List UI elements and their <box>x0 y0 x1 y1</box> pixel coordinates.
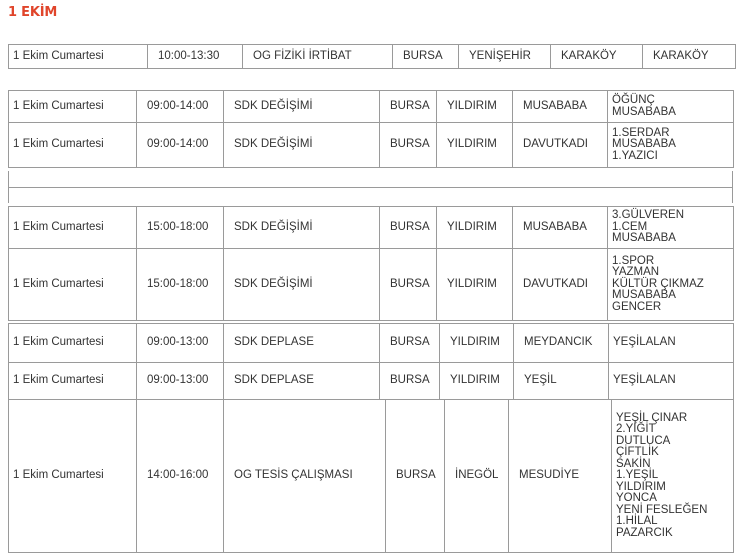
area-name: ÇİFTLİK <box>616 446 659 459</box>
work-type-cell: OG TESİS ÇALIŞMASI <box>224 400 386 553</box>
affected-areas-cell <box>608 91 734 123</box>
date-cell: 1 Ekim Cumartesi <box>9 249 137 321</box>
table-row <box>9 324 734 363</box>
table-body <box>9 91 734 168</box>
time-cell: 09:00-13:00 <box>137 363 224 400</box>
city-cell: BURSA <box>380 249 437 321</box>
area-name: YILDIRIM <box>616 480 666 493</box>
area-name: YEŞİLALAN <box>613 336 676 349</box>
area-name: YENİ FESLEĞEN <box>616 503 708 516</box>
area-name: 1.YAZICI <box>612 149 658 162</box>
area-name: MUSABABA <box>612 138 676 151</box>
area-name: 1.CEM <box>612 220 648 233</box>
table-body <box>9 324 734 400</box>
district-cell: YILDIRIM <box>440 363 514 400</box>
work-type-cell: SDK DEĞİŞİMİ <box>224 91 380 123</box>
neighborhood-cell: DAVUTKADI <box>513 249 608 321</box>
outage-table-1 <box>8 44 736 69</box>
area-name: MUSABABA <box>612 105 676 118</box>
affected-areas-cell <box>609 324 734 363</box>
time-cell: 09:00-14:00 <box>137 123 224 168</box>
area-name: 1.SERDAR <box>612 126 670 139</box>
work-type-cell: OG FİZİKİ İRTİBAT <box>243 45 393 69</box>
date-cell: 1 Ekim Cumartesi <box>9 207 137 249</box>
date-cell: 1 Ekim Cumartesi <box>9 123 137 168</box>
area-name: YEŞİLALAN <box>613 374 676 387</box>
neighborhood-cell: MESUDİYE <box>509 400 612 553</box>
blank-row <box>9 171 733 187</box>
district-cell: YILDIRIM <box>437 249 513 321</box>
district-cell: YILDIRIM <box>437 207 513 249</box>
neighborhood-cell: MUSABABA <box>513 207 608 249</box>
area-name: YAZMAN <box>612 266 660 279</box>
area-name: 1.SPOR <box>612 254 655 267</box>
time-cell: 09:00-13:00 <box>137 324 224 363</box>
area-name: 2.YİĞİT <box>616 423 656 436</box>
table-row <box>9 45 736 69</box>
outage-table-5 <box>8 399 734 553</box>
date-cell: 1 Ekim Cumartesi <box>9 363 137 400</box>
district-cell: YILDIRIM <box>437 123 513 168</box>
date-cell: 1 Ekim Cumartesi <box>9 400 137 553</box>
affected-areas-cell <box>608 207 734 249</box>
area-name: 1.YEŞİL <box>616 469 659 482</box>
area-name: 1.HİLAL <box>616 515 658 528</box>
area-name: SAKİN <box>616 457 651 470</box>
time-cell: 10:00-13:30 <box>148 45 243 69</box>
city-cell: BURSA <box>380 123 437 168</box>
work-type-cell: SDK DEPLASE <box>224 324 380 363</box>
district-cell: YILDIRIM <box>437 91 513 123</box>
blank-separator-table <box>8 171 733 203</box>
city-cell: BURSA <box>380 91 437 123</box>
city-cell: BURSA <box>380 324 440 363</box>
neighborhood-cell: DAVUTKADI <box>513 123 608 168</box>
page-heading: 1 EKİM <box>8 5 58 20</box>
district-cell: YILDIRIM <box>440 324 514 363</box>
area-name: GENCER <box>612 300 662 313</box>
affected-areas-cell <box>643 45 736 69</box>
date-cell: 1 Ekim Cumartesi <box>9 91 137 123</box>
area-name: DUTLUCA <box>616 434 671 447</box>
table-row <box>9 91 734 123</box>
time-cell: 09:00-14:00 <box>137 91 224 123</box>
neighborhood-cell: YEŞİL <box>514 363 609 400</box>
affected-areas-cell <box>612 400 734 553</box>
table-row <box>9 400 734 553</box>
area-name: MUSABABA <box>612 232 676 245</box>
table-row <box>9 249 734 321</box>
neighborhood-cell: MEYDANCIK <box>514 324 609 363</box>
time-cell: 14:00-16:00 <box>137 400 224 553</box>
blank-cell <box>9 171 733 187</box>
work-type-cell: SDK DEĞİŞİMİ <box>224 249 380 321</box>
work-type-cell: SDK DEĞİŞİMİ <box>224 123 380 168</box>
area-name: PAZARCIK <box>616 526 673 539</box>
blank-row <box>9 187 733 203</box>
area-name: KÜLTÜR ÇIKMAZ <box>612 277 704 290</box>
table-body <box>9 207 734 321</box>
time-cell: 15:00-18:00 <box>137 249 224 321</box>
city-cell: BURSA <box>380 207 437 249</box>
time-cell: 15:00-18:00 <box>137 207 224 249</box>
neighborhood-cell: MUSABABA <box>513 91 608 123</box>
district-cell: YENİŞEHİR <box>459 45 551 69</box>
area-name: KARAKÖY <box>653 49 709 62</box>
outage-table-3 <box>8 206 734 321</box>
city-cell: BURSA <box>386 400 445 553</box>
area-name: YEŞİL ÇINAR <box>616 411 688 424</box>
table-row <box>9 207 734 249</box>
date-cell: 1 Ekim Cumartesi <box>9 45 148 69</box>
table-row <box>9 123 734 168</box>
affected-areas-cell <box>608 249 734 321</box>
city-cell: BURSA <box>393 45 459 69</box>
table-body <box>9 400 734 553</box>
date-cell: 1 Ekim Cumartesi <box>9 324 137 363</box>
work-type-cell: SDK DEĞİŞİMİ <box>224 207 380 249</box>
blank-cell <box>9 187 733 203</box>
area-name: YONCA <box>616 492 657 505</box>
affected-areas-cell <box>608 123 734 168</box>
neighborhood-cell: KARAKÖY <box>551 45 643 69</box>
table-row <box>9 363 734 400</box>
city-cell: BURSA <box>380 363 440 400</box>
affected-areas-cell <box>609 363 734 400</box>
district-cell: İNEGÖL <box>445 400 509 553</box>
table-body <box>9 45 736 69</box>
area-name: 3.GÜLVEREN <box>612 209 685 222</box>
outage-table-4 <box>8 323 734 400</box>
area-name: MUSABABA <box>612 289 676 302</box>
outage-table-2 <box>8 90 734 168</box>
area-name: ÖĞÜNÇ <box>612 94 655 106</box>
work-type-cell: SDK DEPLASE <box>224 363 380 400</box>
